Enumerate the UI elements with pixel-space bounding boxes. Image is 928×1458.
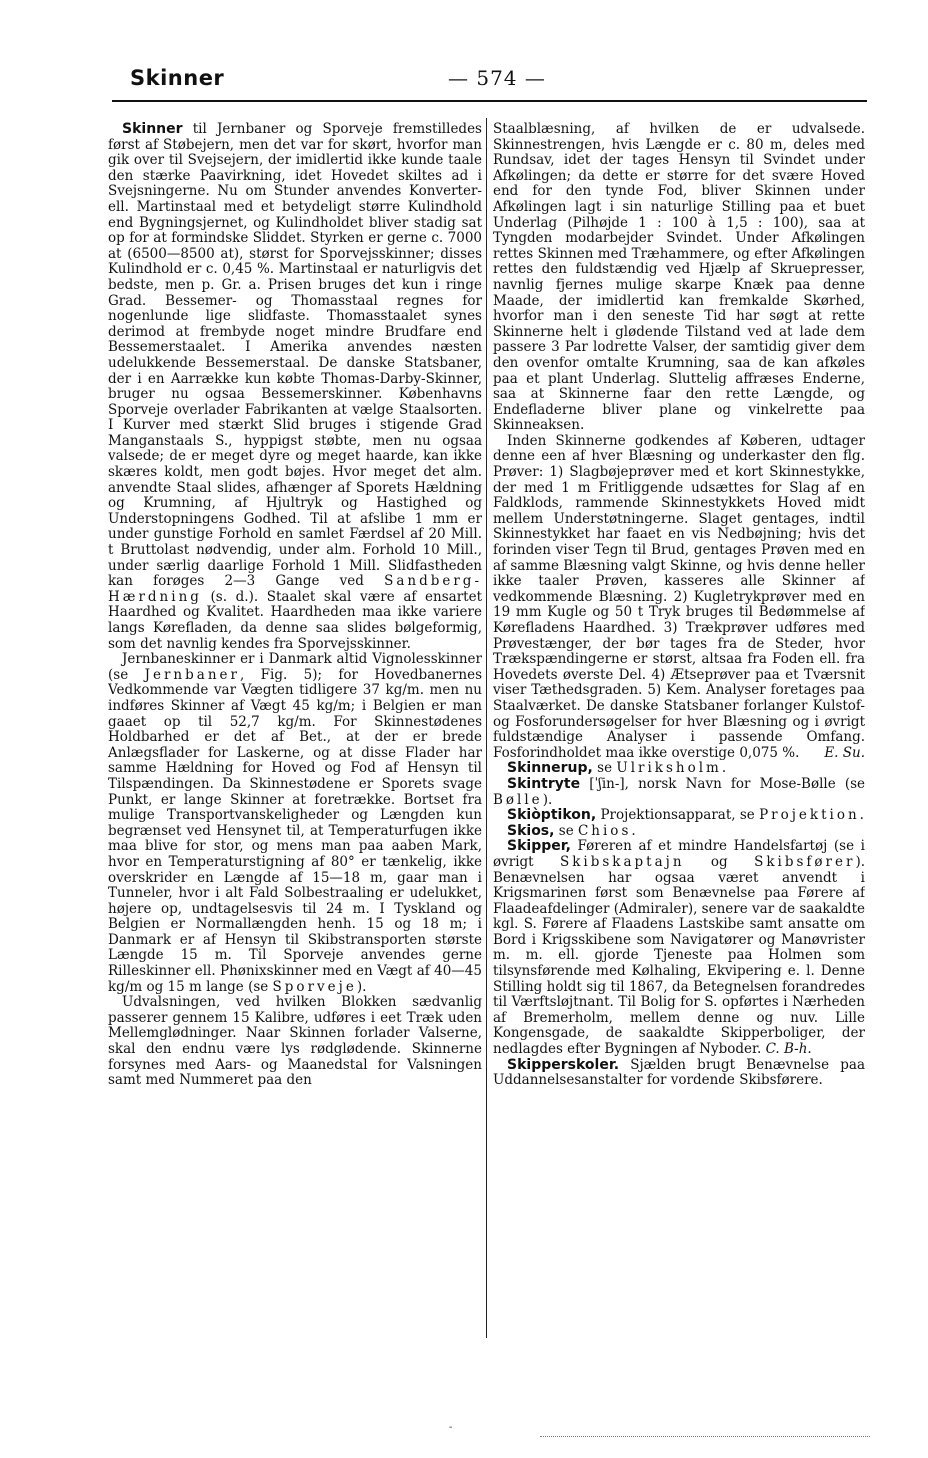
entry-text: til Jernbaner og Sporveje fremstilledes først af Støbejern, men det var for skørt, hvorfor man gik over til Svejsejern, der imidlertid ikke kunde taale den stærke Paavirkning, idet Hovedet skiltes ad i Svejsningerne. Nu om Stunder anvendes Konverter- ell. Martinstaal med et betydeligt større Kulindhold end Bygningsjernet, og Kulindholdet bliver stadig sat op for at formindske Sliddet. Styrken er gerne c. 7000 at (6500—8500 at), størst for Sporvejsskinner; disses Kulindhold er c. 0,45 %. Martinstaal er naturligvis det bedste, men p. Gr. a. Prisen bruges det kun i ringe Grad. Bessemer- og Thomasstaal regnes for nogenlunde lige slidfaste. Thomasstaalet synes derimod at frembyde noget mindre Brudfare end Bessemerstaalet. I Amerika anvendes næsten udelukkende Bessemerstaal. De danske Statsbaner, der i en Aarrække kun købte Thomas-Darby-Skinner, bruger nu ogsaa Bessemerskinner. Københavns Sporveje overlader Fabrikanten at vælge Staalsorten. I Kurver med stærkt Slid bruges i stigende Grad Manganstaals S., hyppigst støbte, men nu ogsaa valsede; de er meget dyre og meget haarde, kan ikke skæres koldt, men godt bøjes. Hvor meget det alm. anvendte Staal slides, afhænger af Sporets Hældning og Krumning, af Hjultryk og Hastighed og Understopningens Godhed. Til at afslibe 1 mm er under gunstige Forhold en samlet Færdsel af 20 Mill. t Bruttolast nødvendig, under alm. Forhold 10 Mill., under særlig daarlige Forhold 1 Mill. Slidfastheden kan forøges 2—3 Gange ved — [108, 122, 482, 590]
entry-skintryte — [493, 777, 865, 808]
paragraph-proever — [493, 434, 865, 761]
entry-text: se — [592, 760, 617, 777]
paragraph-udvalsningen: Udvalsningen, ved hvilken Blokken sædvanlig passerer gennem 15 Kalibre, udføres i eet Træk uden Mellemglødninger. Naar Skinnen forlader Valserne, skal den endnu være lys rødglødende. Skinnerne forsynes med Aars- og Maanedstal for Valsningen samt med Nummeret paa den — [108, 994, 482, 1089]
entry-text: og — [684, 853, 755, 870]
paragraph-jernbaneskinner — [108, 652, 482, 995]
author-signature: C. B-h. — [765, 1041, 812, 1058]
left-column — [108, 122, 482, 1344]
cross-reference: Sporveje — [272, 978, 357, 995]
footer-mark: - — [449, 1422, 453, 1433]
author-signature: E. Su. — [824, 744, 865, 761]
entry-text: Jernbaneskinner er i Danmark altid Vignolesskinner (se — [108, 651, 482, 683]
entry-text: Projektionsapparat, se — [596, 807, 760, 824]
entry-text: [ˈʃin-], norsk Navn for Mose-Bølle (se — [580, 775, 865, 792]
cross-reference: Skibsfører — [754, 853, 856, 870]
page-header — [112, 58, 867, 102]
entry-skios — [493, 824, 865, 840]
headword: Skios, — [507, 822, 555, 839]
cross-reference: Skibskaptajn — [559, 853, 685, 870]
entry-text: (s. d.). Staalet skal være af ensartet Haardhed og Kvalitet. Haardheden maa ikke variere langs Kørefladen, da denne saa slides bølgeformig, som det navnlig kendes fra Sporvejsskinner. — [108, 588, 482, 652]
entry-text: se — [554, 822, 578, 839]
entry-skipper — [493, 839, 865, 1057]
page-number: — 574 — — [448, 66, 546, 90]
headword: Skintryte — [507, 775, 581, 792]
header-rule — [112, 100, 867, 102]
entry-skipperskoler — [493, 1058, 865, 1089]
paragraph-staalblaesning: Staalblæsning, af hvilken de er udvalsede. Skinnestrengen, hvis Længde er c. 80 m, deles med Rundsav, idet der tages Hensyn til Svindet under Afkølingen; da dette er større for det svære Hoved end for den tynde Fod, bliver Skinnen under Afkølingen lagt i sin naturlige Stilling paa et buet Underlag (Pilhøjde 1 : 100 à 1,5 : 100), saa at Tyngden modarbejder Svindet. Under Afkølingen rettes Skinnen med Træhammere, og efter Afkølingen rettes den fuldstændig ved Hjælp af Skruepresser, navnlig fjernes mulige skarpe Knæk paa denne Maade, der imidlertid kan fremkalde Skørhed, hvorfor man i den seneste Tid har søgt at rette Skinnerne helt i glødende Tilstand ved at lade dem passere 3 Par lodrette Valser, der samtidig giver dem den ovenfor omtalte Krumning, saa de kan afkøles paa et plant Underlag. Sluttelig affræses Enderne, saa at Skinnerne faar den rette Længde, og Endefladerne bliver plane og vinkelrette paa Skinneaksen. — [493, 122, 865, 434]
entry-text: , Fig. 5); for Hovedbanernes Vedkommende var Vægten tidligere 37 kg/m. men nu indføres Skinner af Vægt 45 kg/m; i Belgien er man gaaet op til 52,7 kg/m. For Skinnestødenes Holdbarhed er det af Bet., at der er brede Anlægsflader for Laskerne, og at disse Flader har samme Hældning for Hoved og Fod af Hensyn til Tilspændingen. Da Skinnestødene er Sporets svage Punkt, er lange Skinner at foretrække. Bortset fra mulige Transportvanskeligheder og Længden kun begrænset ved Hensynet til, at Temperaturfugen ikke maa blive for stor, og mens man paa aaben Mark, hvor en Temperaturstigning af 80° er tænkelig, ikke overskrider en Længde af 15—18 m, gaar man i Tunneler, hvor i alt Fald Solbestraaling er udelukket, højere op, undtagelsesvis til 24 m. I Tyskland og Belgien er Normallængden henh. 15 og 18 m; i Danmark er af Hensyn til Skibstransporten største Længde 15 m. Til Sporveje anvendes gerne Rilleskinner ell. Phønixskinner med en Vægt af 40—45 kg/m og 15 m lange (se — [108, 666, 482, 995]
headword: Skinnerup, — [507, 760, 593, 777]
column-divider — [486, 118, 487, 1338]
headword: Skipperskoler. — [507, 1056, 620, 1073]
headword: Skinner — [122, 122, 183, 137]
running-head: Skinner — [130, 66, 225, 90]
headword: Skipper, — [507, 838, 571, 855]
cross-reference: Projektion — [759, 807, 860, 824]
entry-text: . — [859, 807, 864, 824]
entry-text: ). — [356, 978, 367, 995]
headword: Skiòptikon, — [507, 807, 597, 824]
entry-text: ). — [542, 791, 553, 808]
entry-text: . — [721, 760, 727, 777]
footer-dotted-line — [540, 1436, 870, 1438]
entry-text: . — [631, 822, 636, 839]
entry-text: ). Benævnelsen har ogsaa været anvendt i Krigsmarinen først som Benævnelse paa Førere af Flaadeafdelinger (Admiraler), senere var de saakaldte kgl. S. Førere af Flaadens Lastskibe samt ansatte om Bord i Krigsskibene som Navigatører og Manøvrister m. m. ell. gjorde Tjeneste paa Holmen som tilsynsførende med Kølhaling, Ekvipering e. l. Denne Stilling holdt sig til 1867, da Betegnelsen forandredes til Værftsløjtnant. Til Bolig for S. opførtes i Nærheden af Bremerholm, mellem denne og nuv. Lille Kongensgade, de saakaldte Skipperboliger, der nedlagdes efter Bygningen af Nyboder. — [493, 853, 865, 1058]
right-column — [493, 122, 865, 1344]
entry-skinner — [108, 122, 482, 652]
cross-reference: Bølle — [493, 791, 543, 808]
cross-reference: Sandberg-Hærdning — [108, 573, 482, 605]
cross-reference: Jernbaner — [144, 666, 240, 683]
cross-reference: Ulriksholm — [616, 760, 722, 777]
entry-text: Føreren af et mindre Handelsfartøj (se i øvrigt — [493, 838, 865, 870]
entry-text: Sjælden brugt Benævnelse paa Uddannelsesanstalter for vordende Skibsførere. — [493, 1056, 865, 1089]
cross-reference: Chios — [577, 822, 632, 839]
entry-text: Inden Skinnerne godkendes af Køberen, udtager denne een af hver Blæsning og underkaster den flg. Prøver: 1) Slagbøjeprøver med et kort Skinnestykke, der med 1 m Fritliggende udsættes for Slag af en Faldklods, rammende Skinnestykkets Hoved midt mellem Understøtningerne. Slaget gentages, indtil Skinnestykket har faaet en vis Nedbøjning; hvis det forinden viser Tegn til Brud, gentages Prøven med en af samme Blæsning valgt Skinne, og hvis denne heller ikke taaler Prøven, kasseres alle Skinner af vedkommende Blæsning. 2) Kugletrykprøver med en 19 mm Kugle og 50 t Tryk bruges til Bedømmelse af Kørefladens Haardhed. 3) Trækprøver udføres med Prøvestænger, der bør tages fra de Steder, hvor Trækspændingerne er størst, altsaa fra Foden ell. fra Hovedets øverste Del. 4) Ætseprøver paa et Tværsnit viser Tæthedsgraden. 5) Kem. Analyser foretages paa Staalværket. De danske Statsbaner forlanger Kulstof- og Fosforundersøgelser for hver Blæsning og i øvrigt fuldstændige Analyser i passende Omfang. Fosforindholdet maa ikke overstige 0,075 %. — [493, 432, 865, 761]
entry-skinnerup — [493, 761, 865, 777]
entry-skioptikon — [493, 808, 865, 824]
